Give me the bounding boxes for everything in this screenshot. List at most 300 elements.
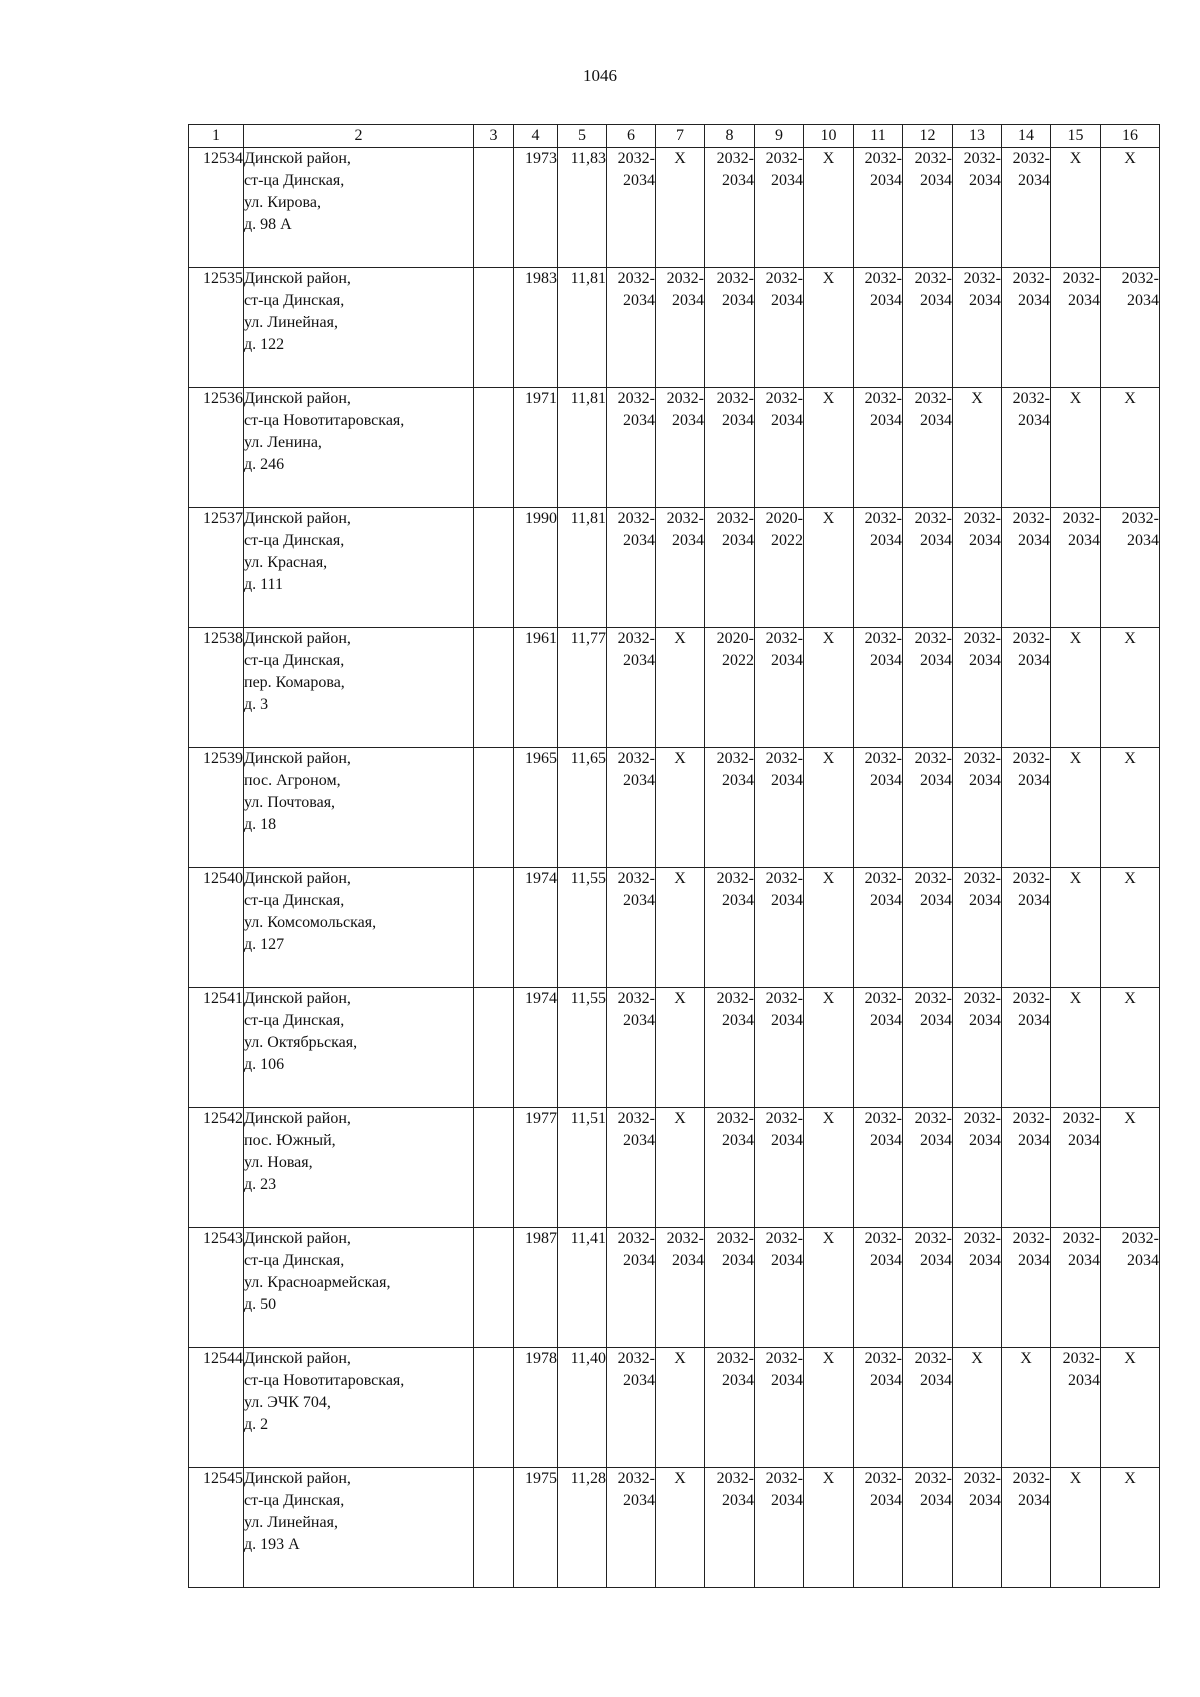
period-line: 2032- — [617, 1230, 655, 1247]
address-cell — [244, 1468, 474, 1588]
column-3-cell — [474, 388, 514, 508]
address-cell — [244, 988, 474, 1108]
period-cell-col13 — [953, 148, 1002, 268]
not-applicable-cell-col15: X — [1051, 1468, 1101, 1588]
period-cell-col9 — [755, 508, 804, 628]
address-line: Динской район, — [244, 630, 351, 647]
period-line: 2032- — [765, 630, 803, 647]
period-line: 2034 — [771, 652, 803, 669]
address-line: ул. Комсомольская, — [244, 914, 377, 931]
not-applicable-cell-col10: X — [804, 268, 854, 388]
column-header-4: 4 — [514, 125, 558, 148]
period-line: 2034 — [722, 1372, 754, 1389]
period-line: 2034 — [1127, 292, 1159, 309]
column-3-cell — [474, 1108, 514, 1228]
address-cell — [244, 388, 474, 508]
not-applicable-cell-col7: X — [656, 148, 705, 268]
period-cell-col9 — [755, 1468, 804, 1588]
period-line: 2032- — [963, 1470, 1001, 1487]
address-line: ул. Почтовая, — [244, 794, 336, 811]
period-line: 2034 — [870, 892, 902, 909]
period-line: 2032- — [1012, 510, 1050, 527]
period-cell-col14 — [1002, 988, 1051, 1108]
period-line: 2032- — [963, 990, 1001, 1007]
address-line: ул. Октябрьская, — [244, 1034, 358, 1051]
period-line: 2034 — [969, 1132, 1001, 1149]
address-cell — [244, 868, 474, 988]
period-cell-col12 — [903, 988, 953, 1108]
year-built: 1987 — [514, 1228, 558, 1348]
period-line: 2034 — [920, 532, 952, 549]
table-row — [189, 1228, 1160, 1348]
not-applicable-cell-col10: X — [804, 388, 854, 508]
period-cell-col11 — [854, 868, 903, 988]
column-3-cell — [474, 988, 514, 1108]
period-line: 2032- — [617, 510, 655, 527]
period-line: 2034 — [1018, 172, 1050, 189]
period-line: 2032- — [617, 270, 655, 287]
period-line: 2032- — [914, 270, 952, 287]
address-line: ул. ЭЧК 704, — [244, 1394, 331, 1411]
address-line: пер. Комарова, — [244, 674, 345, 691]
address-line: ст-ца Динская, — [244, 1012, 345, 1029]
period-cell-col6 — [607, 628, 656, 748]
record-number: 12543 — [189, 1228, 244, 1348]
not-applicable-cell-col7: X — [656, 1348, 705, 1468]
period-line: 2034 — [920, 1252, 952, 1269]
year-built: 1978 — [514, 1348, 558, 1468]
period-line: 2034 — [672, 532, 704, 549]
period-line: 2032- — [1012, 150, 1050, 167]
table-row — [189, 388, 1160, 508]
period-cell-col8 — [705, 748, 755, 868]
period-cell-col6 — [607, 988, 656, 1108]
period-line: 2032- — [963, 510, 1001, 527]
period-cell-col12 — [903, 268, 953, 388]
period-line: 2032- — [864, 990, 902, 1007]
year-built: 1965 — [514, 748, 558, 868]
period-cell-col14 — [1002, 268, 1051, 388]
period-cell-col14 — [1002, 628, 1051, 748]
period-cell-col12 — [903, 388, 953, 508]
period-line: 2020- — [765, 510, 803, 527]
table-row — [189, 988, 1160, 1108]
table-row — [189, 1108, 1160, 1228]
address-line: пос. Южный, — [244, 1132, 336, 1149]
period-cell-col14 — [1002, 748, 1051, 868]
address-line: ул. Кирова, — [244, 194, 321, 211]
not-applicable-cell-col15: X — [1051, 148, 1101, 268]
period-line: 2034 — [1018, 1132, 1050, 1149]
not-applicable-cell-col15: X — [1051, 388, 1101, 508]
record-number: 12544 — [189, 1348, 244, 1468]
period-line: 2034 — [1018, 652, 1050, 669]
address-line: д. 127 — [244, 936, 285, 953]
period-line: 2032- — [716, 1110, 754, 1127]
period-line: 2032- — [666, 390, 704, 407]
period-line: 2034 — [623, 532, 655, 549]
period-cell-col8 — [705, 868, 755, 988]
period-line: 2032- — [765, 1230, 803, 1247]
column-header-16: 16 — [1101, 125, 1160, 148]
not-applicable-cell-col13: X — [953, 1348, 1002, 1468]
address-line: д. 246 — [244, 456, 285, 473]
period-cell-col11 — [854, 628, 903, 748]
not-applicable-cell-col15: X — [1051, 748, 1101, 868]
not-applicable-cell-col15: X — [1051, 988, 1101, 1108]
period-line: 2034 — [969, 172, 1001, 189]
period-cell-col9 — [755, 988, 804, 1108]
period-cell-col9 — [755, 388, 804, 508]
period-cell-col11 — [854, 1228, 903, 1348]
year-built: 1961 — [514, 628, 558, 748]
period-line: 2032- — [864, 870, 902, 887]
period-cell-col13 — [953, 1108, 1002, 1228]
period-line: 2034 — [969, 292, 1001, 309]
address-line: Динской район, — [244, 390, 351, 407]
period-cell-col12 — [903, 1348, 953, 1468]
period-line: 2034 — [920, 1372, 952, 1389]
period-line: 2034 — [771, 1252, 803, 1269]
record-number: 12538 — [189, 628, 244, 748]
period-line: 2034 — [722, 172, 754, 189]
period-line: 2032- — [716, 1230, 754, 1247]
not-applicable-cell-col15: X — [1051, 628, 1101, 748]
column-header-10: 10 — [804, 125, 854, 148]
period-cell-col6 — [607, 1468, 656, 1588]
not-applicable-cell-col16: X — [1101, 388, 1160, 508]
column-header-8: 8 — [705, 125, 755, 148]
table-header — [189, 125, 1160, 148]
period-line: 2032- — [765, 1350, 803, 1367]
period-line: 2032- — [765, 390, 803, 407]
period-line: 2032- — [716, 870, 754, 887]
period-line: 2034 — [1068, 1252, 1100, 1269]
period-line: 2034 — [1018, 292, 1050, 309]
address-line: Динской район, — [244, 1230, 351, 1247]
period-line: 2032- — [716, 270, 754, 287]
period-line: 2034 — [623, 292, 655, 309]
period-line: 2034 — [1068, 532, 1100, 549]
column-3-cell — [474, 508, 514, 628]
period-cell-col6 — [607, 868, 656, 988]
period-line: 2034 — [623, 1492, 655, 1509]
period-cell-col15 — [1051, 1348, 1101, 1468]
period-line: 2034 — [1018, 412, 1050, 429]
table-row — [189, 628, 1160, 748]
period-line: 2032- — [716, 1350, 754, 1367]
period-cell-col12 — [903, 868, 953, 988]
period-line: 2032- — [914, 390, 952, 407]
period-line: 2032- — [1012, 630, 1050, 647]
period-line: 2034 — [672, 412, 704, 429]
period-line: 2034 — [870, 772, 902, 789]
period-line: 2032- — [617, 630, 655, 647]
column-3-cell — [474, 868, 514, 988]
column-header-5: 5 — [558, 125, 607, 148]
period-cell-col11 — [854, 988, 903, 1108]
period-line: 2032- — [963, 1110, 1001, 1127]
address-cell — [244, 1108, 474, 1228]
column-header-11: 11 — [854, 125, 903, 148]
period-cell-col13 — [953, 1228, 1002, 1348]
period-cell-col9 — [755, 268, 804, 388]
period-cell-col6 — [607, 1348, 656, 1468]
period-line: 2034 — [771, 892, 803, 909]
not-applicable-cell-col16: X — [1101, 1468, 1160, 1588]
address-line: ул. Линейная, — [244, 1514, 338, 1531]
period-line: 2032- — [963, 630, 1001, 647]
period-cell-col14 — [1002, 148, 1051, 268]
period-line: 2032- — [864, 630, 902, 647]
period-cell-col13 — [953, 988, 1002, 1108]
period-cell-col11 — [854, 1348, 903, 1468]
not-applicable-cell-col10: X — [804, 628, 854, 748]
period-line: 2034 — [1127, 532, 1159, 549]
address-line: ст-ца Динская, — [244, 1252, 345, 1269]
period-line: 2034 — [623, 1252, 655, 1269]
period-line: 2032- — [765, 1110, 803, 1127]
not-applicable-cell-col15: X — [1051, 868, 1101, 988]
period-cell-col13 — [953, 268, 1002, 388]
address-cell — [244, 508, 474, 628]
period-cell-col12 — [903, 628, 953, 748]
period-line: 2034 — [623, 1132, 655, 1149]
address-line: д. 193 А — [244, 1536, 300, 1553]
table-row — [189, 148, 1160, 268]
period-cell-col12 — [903, 748, 953, 868]
period-cell-col11 — [854, 268, 903, 388]
period-line: 2032- — [1012, 1110, 1050, 1127]
period-line: 2032- — [716, 510, 754, 527]
not-applicable-cell-col7: X — [656, 1468, 705, 1588]
period-cell-col8 — [705, 1468, 755, 1588]
period-line: 2032- — [914, 750, 952, 767]
year-built: 1990 — [514, 508, 558, 628]
column-header-12: 12 — [903, 125, 953, 148]
record-number: 12542 — [189, 1108, 244, 1228]
period-line: 2034 — [870, 1252, 902, 1269]
address-line: д. 50 — [244, 1296, 277, 1313]
period-line: 2022 — [722, 652, 754, 669]
not-applicable-cell-col16: X — [1101, 988, 1160, 1108]
period-line: 2032- — [864, 150, 902, 167]
period-line: 2032- — [617, 750, 655, 767]
period-line: 2032- — [617, 1470, 655, 1487]
period-line: 2034 — [722, 1132, 754, 1149]
period-line: 2032- — [765, 270, 803, 287]
address-line: ул. Новая, — [244, 1154, 313, 1171]
period-line: 2034 — [771, 1132, 803, 1149]
period-line: 2034 — [623, 892, 655, 909]
period-line: 2034 — [1018, 1012, 1050, 1029]
period-line: 2032- — [963, 270, 1001, 287]
not-applicable-cell-col10: X — [804, 148, 854, 268]
period-line: 2032- — [914, 1350, 952, 1367]
period-line: 2032- — [914, 1230, 952, 1247]
period-line: 2032- — [617, 870, 655, 887]
period-cell-col13 — [953, 748, 1002, 868]
table-row — [189, 508, 1160, 628]
year-built: 1977 — [514, 1108, 558, 1228]
period-line: 2032- — [914, 150, 952, 167]
year-built: 1983 — [514, 268, 558, 388]
address-line: ст-ца Динская, — [244, 172, 345, 189]
not-applicable-cell-col10: X — [804, 868, 854, 988]
not-applicable-cell-col10: X — [804, 1348, 854, 1468]
period-line: 2034 — [1018, 892, 1050, 909]
period-line: 2034 — [920, 1012, 952, 1029]
address-line: Динской район, — [244, 150, 351, 167]
period-line: 2032- — [914, 630, 952, 647]
period-line: 2034 — [771, 292, 803, 309]
period-line: 2034 — [722, 1252, 754, 1269]
column-header-13: 13 — [953, 125, 1002, 148]
column-header-6: 6 — [607, 125, 656, 148]
record-number: 12539 — [189, 748, 244, 868]
period-cell-col6 — [607, 508, 656, 628]
record-number: 12536 — [189, 388, 244, 508]
period-line: 2034 — [969, 532, 1001, 549]
period-line: 2032- — [914, 510, 952, 527]
period-line: 2032- — [864, 390, 902, 407]
period-cell-col14 — [1002, 388, 1051, 508]
period-line: 2032- — [1012, 1230, 1050, 1247]
period-line: 2032- — [1012, 390, 1050, 407]
period-line: 2034 — [623, 652, 655, 669]
period-cell-col7 — [656, 388, 705, 508]
address-line: д. 18 — [244, 816, 277, 833]
column-3-cell — [474, 628, 514, 748]
record-number: 12545 — [189, 1468, 244, 1588]
period-cell-col14 — [1002, 1108, 1051, 1228]
period-line: 2034 — [771, 1492, 803, 1509]
period-cell-col12 — [903, 148, 953, 268]
address-line: ул. Красная, — [244, 554, 328, 571]
period-cell-col8 — [705, 508, 755, 628]
period-cell-col9 — [755, 868, 804, 988]
period-line: 2034 — [870, 652, 902, 669]
period-line: 2034 — [969, 1492, 1001, 1509]
period-cell-col7 — [656, 268, 705, 388]
period-line: 2034 — [623, 1012, 655, 1029]
period-cell-col12 — [903, 508, 953, 628]
period-line: 2034 — [920, 1492, 952, 1509]
period-cell-col15 — [1051, 508, 1101, 628]
period-line: 2032- — [1062, 1110, 1100, 1127]
period-line: 2032- — [1062, 270, 1100, 287]
address-line: ст-ца Динская, — [244, 532, 345, 549]
area-value: 11,51 — [558, 1108, 607, 1228]
period-cell-col6 — [607, 268, 656, 388]
record-number: 12534 — [189, 148, 244, 268]
table-row — [189, 1348, 1160, 1468]
period-cell-col8 — [705, 148, 755, 268]
address-line: ст-ца Динская, — [244, 292, 345, 309]
period-cell-col16 — [1101, 508, 1160, 628]
column-3-cell — [474, 1228, 514, 1348]
table-row — [189, 748, 1160, 868]
header-row — [189, 125, 1160, 148]
year-built: 1973 — [514, 148, 558, 268]
period-cell-col6 — [607, 1228, 656, 1348]
period-line: 2034 — [920, 892, 952, 909]
period-line: 2034 — [722, 532, 754, 549]
period-cell-col9 — [755, 748, 804, 868]
period-line: 2034 — [1018, 772, 1050, 789]
period-line: 2034 — [969, 1252, 1001, 1269]
period-line: 2034 — [722, 1492, 754, 1509]
area-value: 11,55 — [558, 868, 607, 988]
address-line: ул. Красноармейская, — [244, 1274, 391, 1291]
not-applicable-cell-col16: X — [1101, 868, 1160, 988]
period-line: 2032- — [617, 990, 655, 1007]
column-3-cell — [474, 748, 514, 868]
period-cell-col14 — [1002, 1228, 1051, 1348]
period-cell-col11 — [854, 1108, 903, 1228]
period-line: 2034 — [672, 292, 704, 309]
not-applicable-cell-col7: X — [656, 988, 705, 1108]
not-applicable-cell-col7: X — [656, 868, 705, 988]
period-line: 2034 — [969, 772, 1001, 789]
period-cell-col16 — [1101, 1228, 1160, 1348]
area-value: 11,55 — [558, 988, 607, 1108]
period-line: 2032- — [1062, 1230, 1100, 1247]
period-line: 2032- — [914, 870, 952, 887]
address-line: Динской район, — [244, 270, 351, 287]
year-built: 1971 — [514, 388, 558, 508]
period-line: 2032- — [1062, 1350, 1100, 1367]
period-line: 2034 — [870, 1012, 902, 1029]
address-line: д. 2 — [244, 1416, 269, 1433]
address-line: Динской район, — [244, 1110, 351, 1127]
period-cell-col11 — [854, 1468, 903, 1588]
not-applicable-cell-col7: X — [656, 628, 705, 748]
address-cell — [244, 1228, 474, 1348]
period-cell-col9 — [755, 628, 804, 748]
period-cell-col14 — [1002, 508, 1051, 628]
not-applicable-cell-col14: X — [1002, 1348, 1051, 1468]
column-3-cell — [474, 148, 514, 268]
period-line: 2032- — [765, 150, 803, 167]
period-line: 2034 — [870, 292, 902, 309]
address-line: Динской район, — [244, 870, 351, 887]
period-cell-col8 — [705, 388, 755, 508]
period-line: 2034 — [771, 772, 803, 789]
record-number: 12540 — [189, 868, 244, 988]
address-line: ст-ца Динская, — [244, 1492, 345, 1509]
not-applicable-cell-col16: X — [1101, 748, 1160, 868]
period-line: 2034 — [969, 1012, 1001, 1029]
period-line: 2034 — [722, 292, 754, 309]
period-line: 2032- — [765, 870, 803, 887]
period-line: 2034 — [920, 412, 952, 429]
not-applicable-cell-col10: X — [804, 1108, 854, 1228]
period-line: 2032- — [716, 150, 754, 167]
address-line: Динской район, — [244, 750, 351, 767]
period-line: 2032- — [864, 510, 902, 527]
record-number: 12537 — [189, 508, 244, 628]
address-line: ст-ца Динская, — [244, 892, 345, 909]
period-line: 2034 — [969, 652, 1001, 669]
period-line: 2032- — [716, 750, 754, 767]
address-line: Динской район, — [244, 510, 351, 527]
table-row — [189, 868, 1160, 988]
address-cell — [244, 1348, 474, 1468]
column-3-cell — [474, 1468, 514, 1588]
address-line: д. 98 А — [244, 216, 292, 233]
year-built: 1974 — [514, 868, 558, 988]
